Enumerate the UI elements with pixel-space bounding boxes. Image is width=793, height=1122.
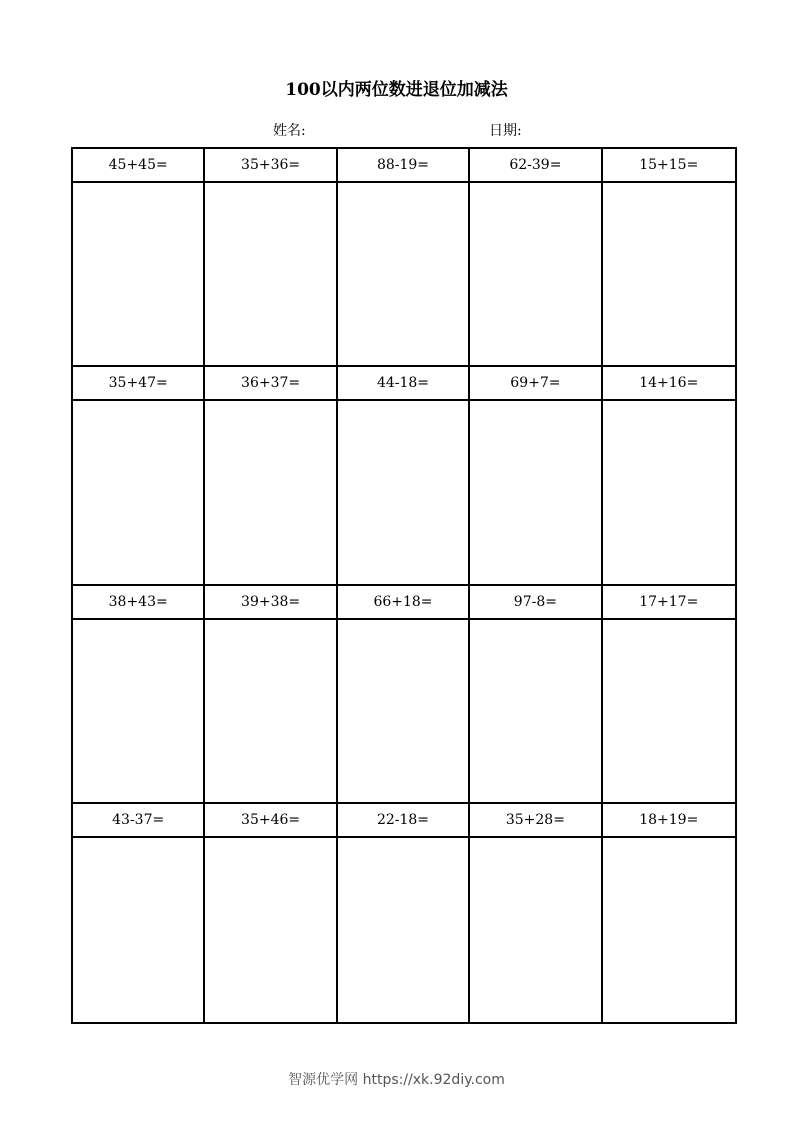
work-space xyxy=(470,838,602,1022)
work-space xyxy=(603,183,735,367)
work-space xyxy=(73,183,205,367)
work-space xyxy=(603,838,735,1022)
work-space xyxy=(73,838,205,1022)
work-space xyxy=(470,183,602,367)
work-space xyxy=(338,183,470,367)
worksheet-title: 100以内两位数进退位加减法 xyxy=(285,80,508,100)
problem-label: 66+18= xyxy=(338,586,470,620)
date-label: 日期: xyxy=(489,123,522,139)
problem-label: 14+16= xyxy=(603,367,735,401)
problem-label: 45+45= xyxy=(73,149,205,183)
problem-label: 62-39= xyxy=(470,149,602,183)
work-space xyxy=(73,620,205,804)
name-label: 姓名: xyxy=(273,123,306,139)
problem-label: 88-19= xyxy=(338,149,470,183)
work-space xyxy=(338,838,470,1022)
work-space xyxy=(205,620,337,804)
problem-label: 35+36= xyxy=(205,149,337,183)
problem-label: 97-8= xyxy=(470,586,602,620)
problem-grid xyxy=(71,147,737,1024)
work-space xyxy=(205,183,337,367)
work-space xyxy=(205,401,337,586)
problem-label: 17+17= xyxy=(603,586,735,620)
problem-label: 43-37= xyxy=(73,804,205,838)
problem-label: 35+47= xyxy=(73,367,205,401)
problem-label: 35+46= xyxy=(205,804,337,838)
problem-label: 38+43= xyxy=(73,586,205,620)
work-space xyxy=(470,620,602,804)
problem-label: 18+19= xyxy=(603,804,735,838)
work-space xyxy=(603,620,735,804)
footer-watermark: 智源优学网 https://xk.92diy.com xyxy=(288,1072,505,1088)
work-space xyxy=(603,401,735,586)
problem-label: 44-18= xyxy=(338,367,470,401)
work-space xyxy=(205,838,337,1022)
work-space xyxy=(470,401,602,586)
problem-label: 35+28= xyxy=(470,804,602,838)
problem-label: 69+7= xyxy=(470,367,602,401)
work-space xyxy=(338,620,470,804)
problem-label: 22-18= xyxy=(338,804,470,838)
problem-label: 36+37= xyxy=(205,367,337,401)
problem-label: 15+15= xyxy=(603,149,735,183)
work-space xyxy=(338,401,470,586)
work-space xyxy=(73,401,205,586)
problem-label: 39+38= xyxy=(205,586,337,620)
